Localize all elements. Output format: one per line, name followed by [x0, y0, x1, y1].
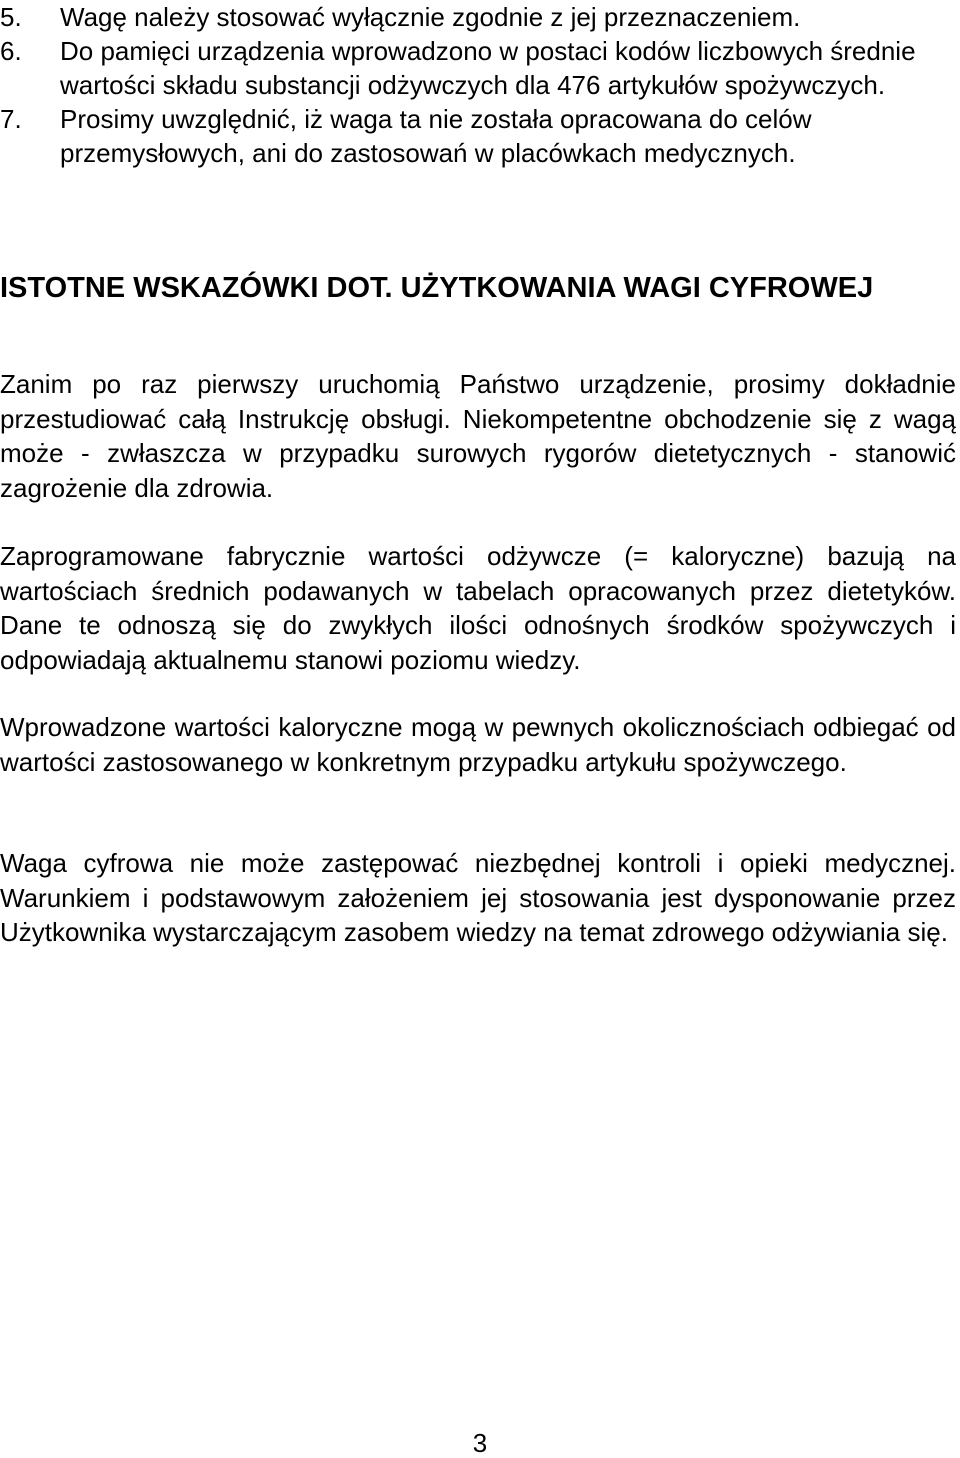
paragraph-medical-notice: Waga cyfrowa nie może zastępować niezbędnej kontroli i opieki medycznej. Warunkiem i podstawowym założeniem jej stosowania jest dysponowanie przez Użytkownika wystarczającym zasobem wiedzy na temat zdrowego odżywiania się.: [0, 848, 956, 947]
list-item-text: Wagę należy stosować wyłącznie zgodnie z jej przeznaczeniem.: [60, 2, 801, 32]
list-item: [0, 0, 956, 34]
list-item-number: 6.: [0, 36, 22, 66]
list-item: [0, 34, 956, 102]
paragraph-nutrition-values: Zaprogramowane fabrycznie wartości odżywcze (= kaloryczne) bazują na wartościach średnich podawanych w tabelach opracowanych przez dietetyków. Dane te odnoszą się do zwykłych ilości odnośnych środków spożywczych i odpowiadają aktualnemu stanowi poziomu wiedzy.: [0, 541, 956, 675]
paragraph-calorie-deviation: Wprowadzone wartości kaloryczne mogą w pewnych okolicznościach odbiegać od wartości zastosowanego w konkretnym przypadku artykułu spożywczego.: [0, 712, 956, 777]
paragraph-intro: Zanim po raz pierwszy uruchomią Państwo urządzenie, prosimy dokładnie przestudiować całą Instrukcję obsługi. Niekompetentne obchodzenie się z wagą może - zwłaszcza w przypadku surowych rygorów dietetycznych - stanowić zagrożenie dla zdrowia.: [0, 369, 956, 503]
page-number: 3: [472, 1428, 488, 1458]
list-item-number: 7.: [0, 104, 22, 134]
list-item: [0, 102, 956, 170]
instruction-list: [0, 0, 956, 170]
list-item-number: 5.: [0, 2, 22, 32]
list-item-text: Prosimy uwzględnić, iż waga ta nie została opracowana do celów przemysłowych, ani do zastosowań w placówkach medycznych.: [60, 104, 812, 168]
list-item-text: Do pamięci urządzenia wprowadzono w postaci kodów liczbowych średnie wartości składu substancji odżywczych dla 476 artykułów spożywczych.: [60, 36, 916, 100]
section-heading: ISTOTNE WSKAZÓWKI DOT. UŻYTKOWANIA WAGI CYFROWEJ: [0, 272, 874, 304]
